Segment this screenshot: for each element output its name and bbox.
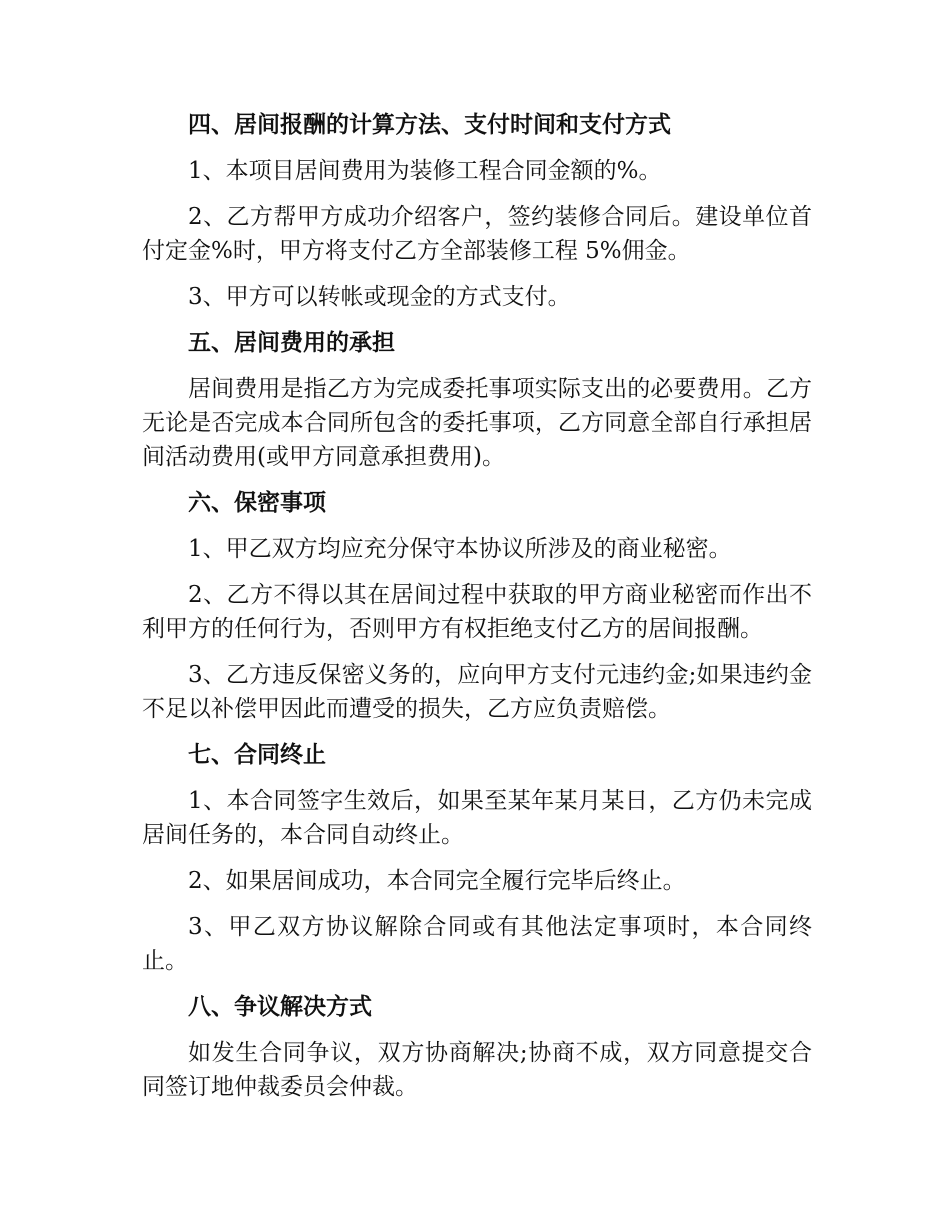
section-heading: 六、保密事项	[188, 489, 326, 516]
paragraph: 1、甲乙双方均应充分保守本协议所涉及的商业秘密。	[188, 536, 732, 562]
paragraph: 居间费用是指乙方为完成委托事项实际支出的必要费用。乙方无论是否完成本合同所包含的委托事项，乙方同意全部自行承担居间活动费用(或甲方同意承担费用)。	[142, 376, 812, 470]
paragraph: 2、乙方帮甲方成功介绍客户，签约装修合同后。建设单位首付定金%时，甲方将支付乙方全部装修工程 5%佣金。	[142, 204, 812, 264]
paragraph: 3、甲乙双方协议解除合同或有其他法定事项时，本合同终止。	[142, 914, 812, 974]
section-heading: 五、居间费用的承担	[188, 329, 395, 356]
paragraph: 1、本合同签字生效后，如果至某年某月某日，乙方仍未完成居间任务的，本合同自动终止。	[142, 788, 812, 848]
paragraph: 2、如果居间成功，本合同完全履行完毕后终止。	[188, 868, 686, 894]
paragraph: 如发生合同争议，双方协商解决;协商不成，双方同意提交合同签订地仲裁委员会仲裁。	[142, 1040, 812, 1100]
section-heading: 四、居间报酬的计算方法、支付时间和支付方式	[188, 111, 671, 138]
section-heading: 七、合同终止	[188, 741, 326, 768]
paragraph: 3、乙方违反保密义务的，应向甲方支付元违约金;如果违约金不足以补偿甲因此而遭受的损失，乙方应负责赔偿。	[142, 662, 812, 722]
section-heading: 八、争议解决方式	[188, 993, 372, 1020]
document-body	[142, 108, 812, 1116]
paragraph: 2、乙方不得以其在居间过程中获取的甲方商业秘密而作出不利甲方的任何行为，否则甲方有权拒绝支付乙方的居间报酬。	[142, 582, 812, 642]
paragraph: 1、本项目居间费用为装修工程合同金额的%。	[188, 158, 662, 184]
paragraph: 3、甲方可以转帐或现金的方式支付。	[188, 284, 571, 310]
